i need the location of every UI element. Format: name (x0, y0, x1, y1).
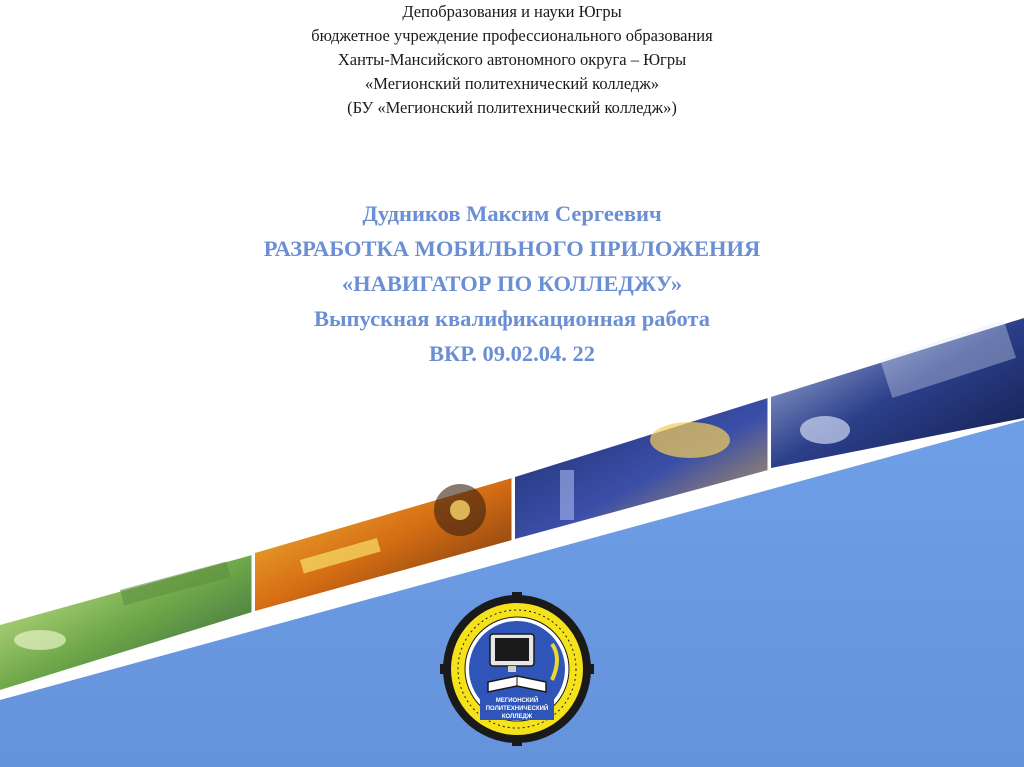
project-title-line-2: «НАВИГАТОР ПО КОЛЛЕДЖУ» (341, 271, 683, 296)
work-type: Выпускная квалификационная работа (313, 306, 710, 331)
logo-text-1: МЕГИОНСКИЙ (495, 698, 539, 704)
project-title-line-1: РАЗРАБОТКА МОБИЛЬНОГО ПРИЛОЖЕНИЯ (263, 236, 761, 261)
college-logo (440, 592, 594, 746)
institution-header (0, 0, 1024, 120)
logo-text-2: ПОЛИТЕХНИЧЕСКИЙ (485, 706, 549, 712)
logo-text-3: КОЛЛЕДЖ (501, 714, 533, 720)
header-line-2: бюджетное учреждение профессионального образования (311, 26, 713, 45)
header-line-5: (БУ «Мегионский политехнический колледж») (347, 98, 677, 117)
header-line-1: Депобразования и науки Югры (402, 2, 622, 21)
work-code: ВКР. 09.02.04. 22 (428, 341, 595, 366)
author-name: Дудников Максим Сергеевич (362, 201, 662, 226)
header-line-3: Ханты-Мансийского автономного округа – Югры (337, 50, 687, 69)
title-block (0, 196, 1024, 371)
header-line-4: «Мегионский политехнический колледж» (365, 74, 659, 93)
